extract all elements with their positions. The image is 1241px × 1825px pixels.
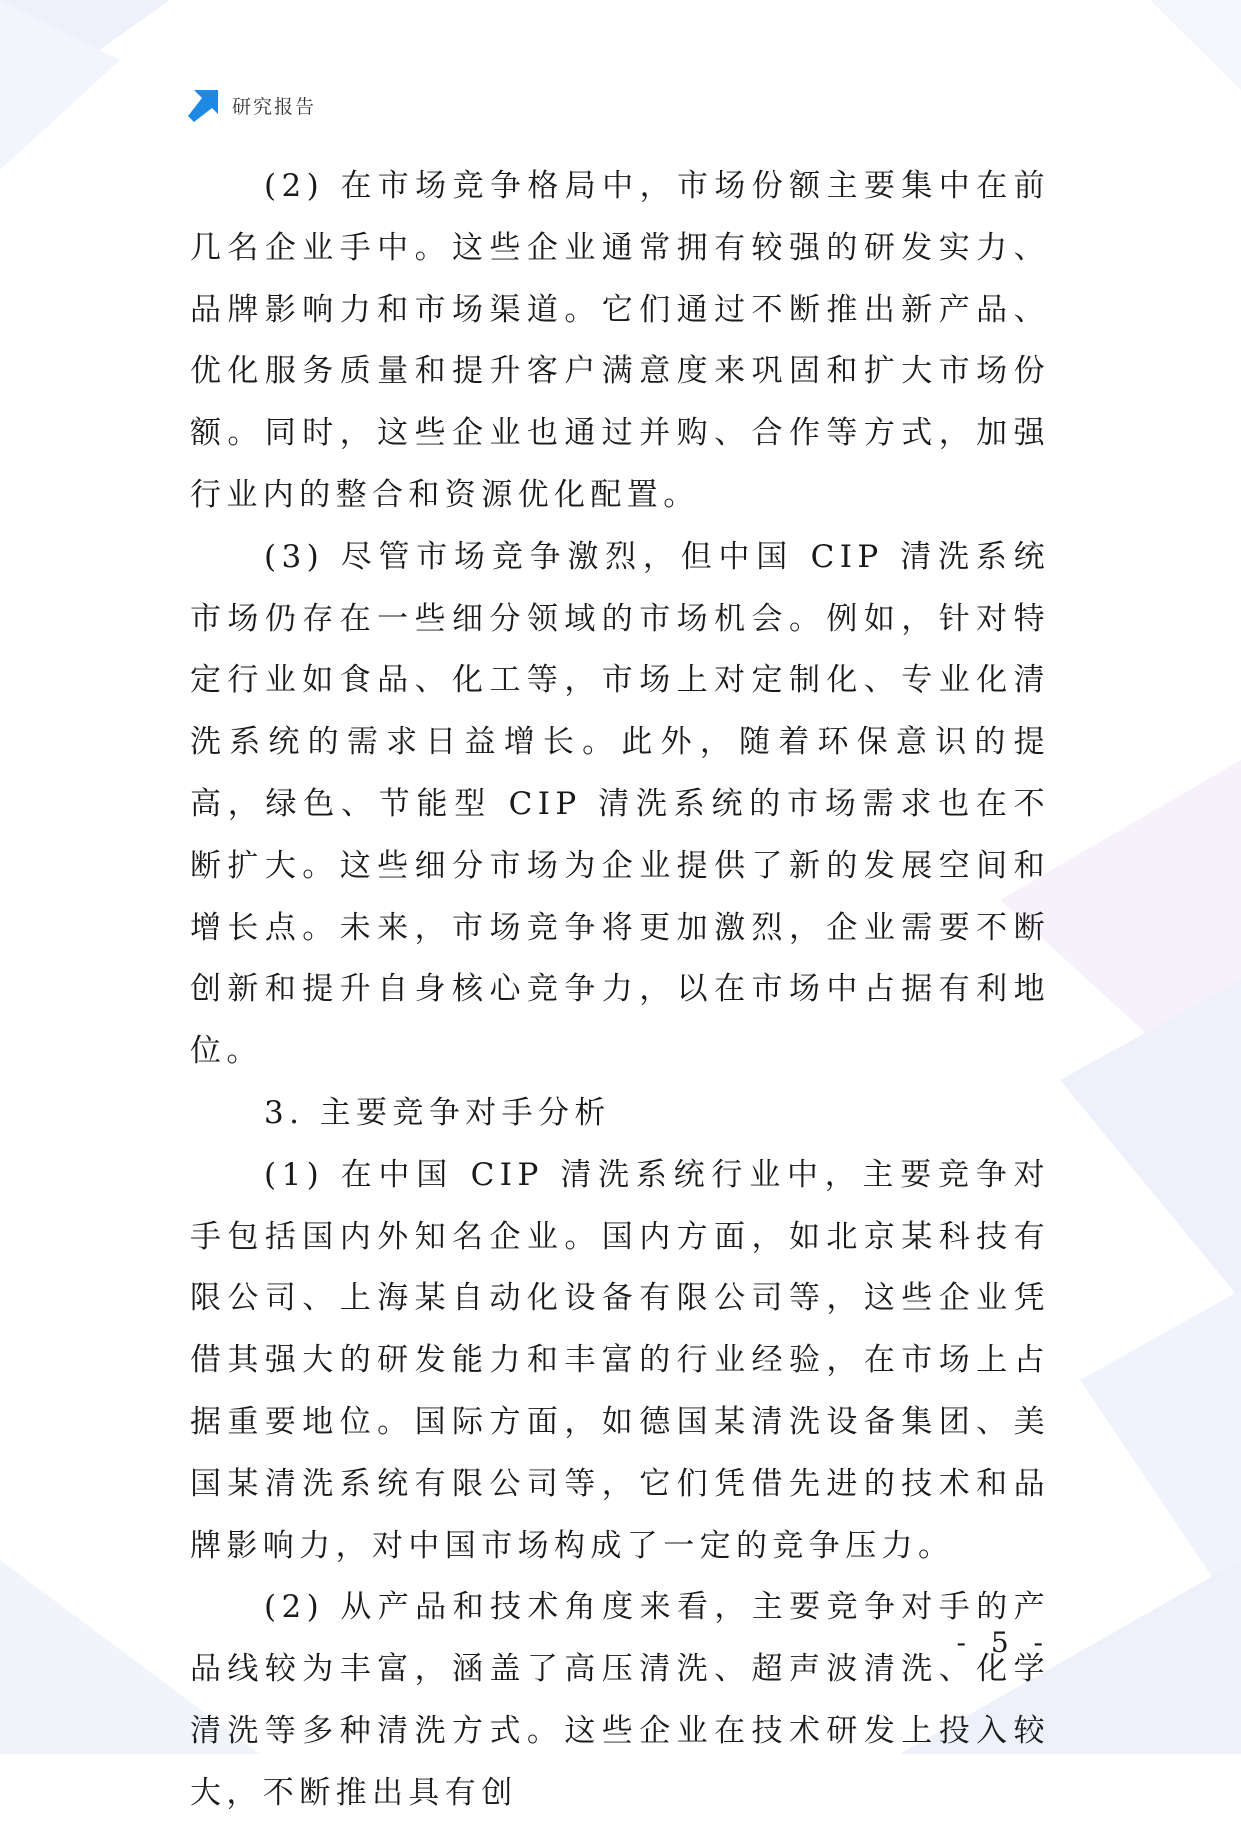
paragraph: (3) 尽管市场竞争激烈，但中国 CIP 清洗系统市场仍存在一些细分领域的市场机会。例如，针对特定行业如食品、化工等，市场上对定制化、专业化清洗系统的需求日益增长。此外，随着环保意识的提高，绿色、节能型 CIP 清洗系统的市场需求也在不断扩大。这些细分市场为企业提供了新的发展空间和增长点。未来，市场竞争将更加激烈，企业需要不断创新和提升自身核心竞争力，以在市场中占据有利地位。 xyxy=(190,538,1050,1070)
header-title: 研究报告 xyxy=(232,95,317,118)
report-header xyxy=(186,88,316,122)
arrow-up-right-icon xyxy=(186,88,220,122)
document-body xyxy=(190,156,1050,1825)
section-heading: 3. 主要竞争对手分析 xyxy=(264,1094,611,1131)
paragraph: (2) 从产品和技术角度来看，主要竞争对手的产品线较为丰富，涵盖了高压清洗、超声波清洗、化学清洗等多种清洗方式。这些企业在技术研发上投入较大，不断推出具有创 xyxy=(190,1589,1050,1811)
paragraph: (1) 在中国 CIP 清洗系统行业中，主要竞争对手包括国内外知名企业。国内方面，如北京某科技有限公司、上海某自动化设备有限公司等，这些企业凭借其强大的研发能力和丰富的行业经验，在市场上占据重要地位。国际方面，如德国某清洗设备集团、美国某清洗系统有限公司等，它们凭借先进的技术和品牌影响力，对中国市场构成了一定的竞争压力。 xyxy=(190,1156,1050,1564)
page-number: - 5 - xyxy=(956,1626,1051,1659)
paragraph: (2) 在市场竞争格局中，市场份额主要集中在前几名企业手中。这些企业通常拥有较强的研发实力、品牌影响力和市场渠道。它们通过不断推出新产品、优化服务质量和提升客户满意度来巩固和扩大市场份额。同时，这些企业也通过并购、合作等方式，加强行业内的整合和资源优化配置。 xyxy=(190,168,1050,513)
